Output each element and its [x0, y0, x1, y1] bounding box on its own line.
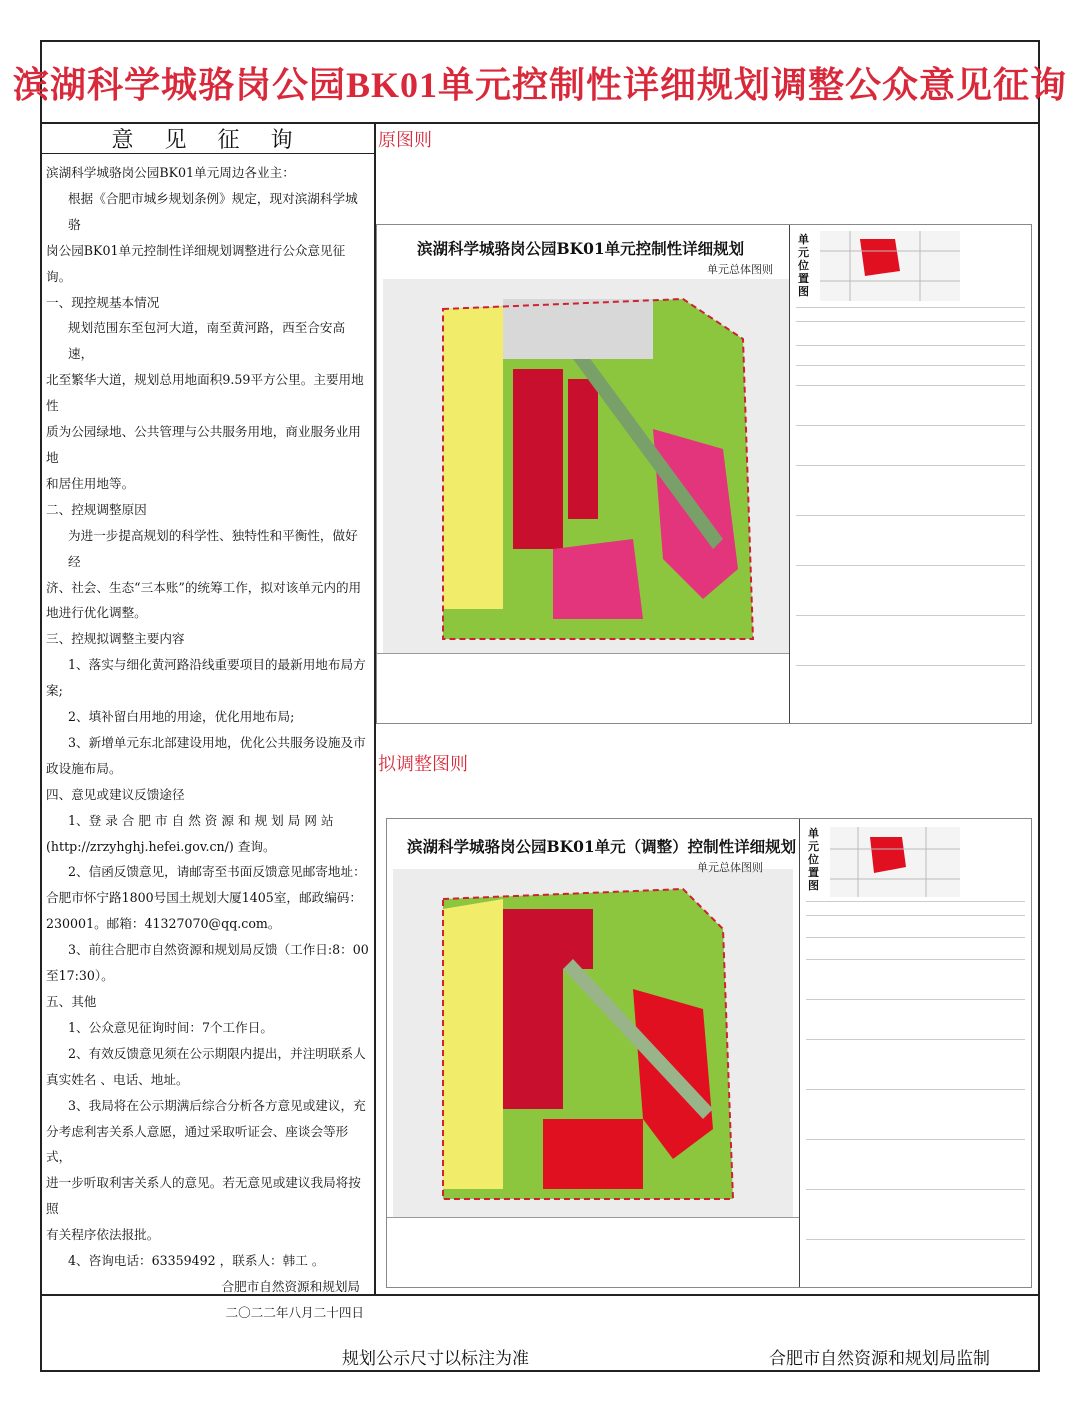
notice-line: (http://zrzyhghj.hefei.gov.cn/) 查询。	[46, 838, 276, 854]
notice-line: 1、公众意见征询时间：7个工作日。	[68, 1019, 273, 1035]
notice-line: 2、信函反馈意见，请邮寄至书面反馈意见邮寄地址：	[68, 864, 366, 880]
notice-line: 质为公园绿地、公共管理与公共服务用地，商业服务业用地	[46, 424, 361, 465]
notice-line: 2、填补留白用地的用途，优化用地布局;	[68, 709, 295, 725]
original-location-label: 单元位置图	[798, 233, 809, 298]
proposed-landuse-drawing	[393, 869, 793, 1269]
notice-line: 案;	[46, 683, 63, 699]
plan-column	[376, 124, 1038, 1294]
proposed-legend	[387, 1217, 799, 1287]
original-plan-map	[376, 224, 1032, 724]
notice-line: 3、前往合肥市自然资源和规划局反馈（工作日:8：00	[68, 942, 369, 958]
original-map-title: 滨湖科学城骆岗公园BK01单元控制性详细规划	[417, 239, 745, 258]
page-title: 滨湖科学城骆岗公园BK01单元控制性详细规划调整公众意见征询	[13, 64, 1068, 105]
notice-line: 有关程序依法报批。	[46, 1227, 160, 1243]
notice-line: 2、有效反馈意见须在公示期限内提出，并注明联系人	[68, 1045, 366, 1061]
proposed-location-map	[830, 827, 960, 897]
notice-line: 地进行优化调整。	[46, 605, 147, 621]
notice-line: 进一步听取利害关系人的意见。若无意见或建议我局将按照	[46, 1175, 361, 1217]
proposed-plan-map	[386, 818, 1032, 1288]
notice-line: 二、控规调整原因	[46, 501, 147, 517]
original-plan-label: 原图则	[378, 130, 432, 150]
proposed-location-label: 单元位置图	[808, 827, 819, 892]
notice-line: 规划范围东至包河大道，南至黄河路，西至合安高速，	[68, 320, 346, 362]
notice-line: 一、现控规基本情况	[46, 294, 160, 310]
notice-line: 3、新增单元东北部建设用地，优化公共服务设施及市	[68, 734, 366, 750]
notice-column	[42, 124, 376, 1320]
notice-line: 合肥市怀宁路1800号国土规划大厦1405室，邮政编码：	[46, 890, 362, 906]
notice-line: 滨湖科学城骆岗公园BK01单元周边各业主：	[46, 165, 295, 180]
notice-line: 230001。邮箱：41327070@qq.com。	[46, 916, 281, 932]
notice-line: 真实姓名 、电话、地址。	[46, 1071, 189, 1087]
notice-heading: 意 见 征 询	[42, 124, 374, 154]
notice-line: 1、登 录 合 肥 市 自 然 资 源 和 规 划 局 网 站	[68, 812, 334, 828]
notice-line: 1、落实与细化黄河路沿线重要项目的最新用地布局方	[68, 657, 366, 673]
notice-line: 三、控规拟调整主要内容	[46, 631, 185, 647]
notice-line: 二〇二二年八月二十四日	[225, 1304, 364, 1320]
notice-line: 北至繁华大道，规划总用地面积9.59平方公里。主要用地性	[46, 372, 364, 414]
notice-line: 为进一步提高规划的科学性、独特性和平衡性，做好经	[68, 527, 358, 569]
notice-line: 政设施布局。	[46, 760, 122, 776]
notice-line: 分考虑利害关系人意愿，通过采取听证会、座谈会等形式，	[46, 1123, 349, 1165]
notice-line: 四、意见或建议反馈途径	[46, 786, 185, 802]
footer-issuer: 合肥市自然资源和规划局监制	[769, 1349, 990, 1369]
footer	[42, 1294, 1038, 1372]
notice-line: 根据《合肥市城乡规划条例》规定，现对滨湖科学城骆	[68, 190, 358, 232]
notice-line: 济、社会、生态“三本账”的统筹工作，拟对该单元内的用	[46, 579, 362, 595]
original-landuse-drawing	[383, 279, 803, 709]
proposed-plan-label: 拟调整图则	[378, 754, 468, 774]
notice-line: 至17:30）。	[46, 968, 114, 984]
notice-line: 合肥市自然资源和规划局	[221, 1278, 360, 1294]
notice-line: 3、我局将在公示期满后综合分析各方意见或建议，充	[68, 1097, 366, 1113]
proposed-side-tables	[799, 819, 1031, 1287]
proposed-map-subtitle: 单元总体图则	[697, 861, 763, 874]
notice-board	[13, 40, 1068, 1372]
notice-line: 4、咨询电话：63359492 ，联系人：韩工 。	[68, 1253, 325, 1269]
notice-line: 五、其他	[46, 994, 97, 1009]
notice-line: 和居住用地等。	[46, 475, 135, 491]
footer-note: 规划公示尺寸以标注为准	[342, 1349, 529, 1369]
title-bar	[13, 42, 1068, 124]
original-location-map	[820, 231, 960, 301]
notice-line: 岗公园BK01单元控制性详细规划调整进行公众意见征询。	[46, 242, 346, 284]
original-legend	[377, 653, 789, 723]
proposed-map-title: 滨湖科学城骆岗公园BK01单元（调整）控制性详细规划	[407, 837, 797, 856]
original-map-subtitle: 单元总体图则	[707, 263, 773, 276]
notice-body	[42, 154, 374, 1326]
original-side-tables	[789, 225, 1031, 723]
